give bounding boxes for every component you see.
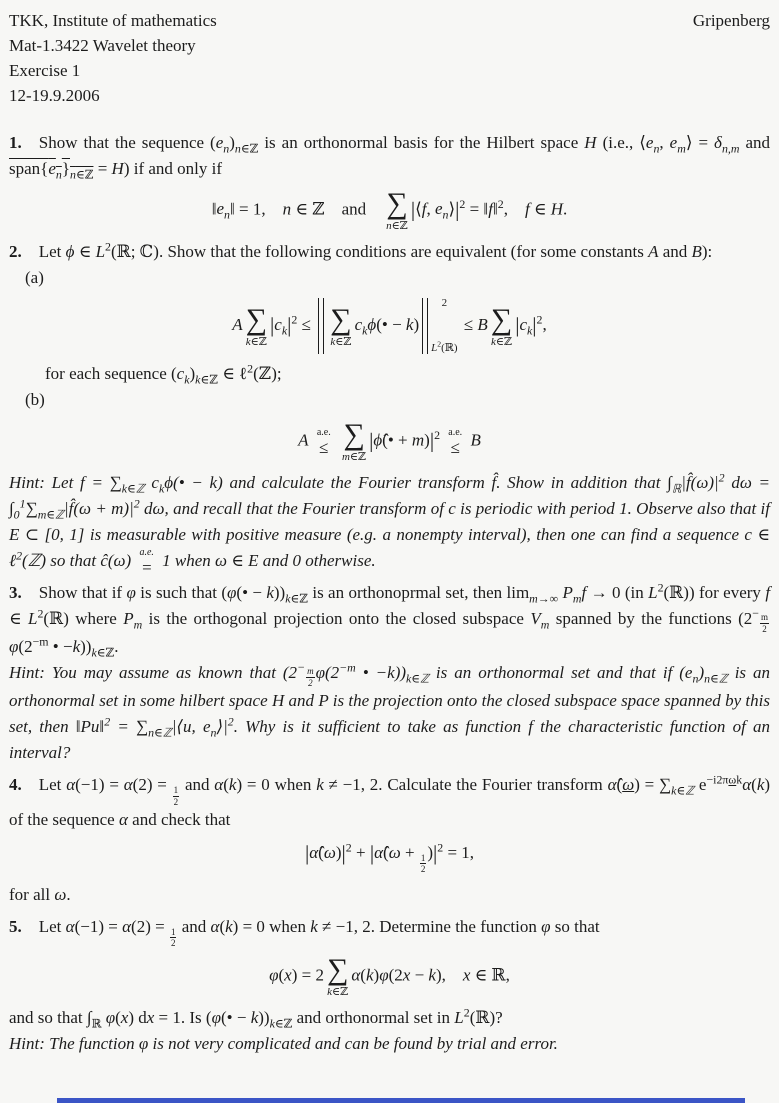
problem-2-hint: Hint: Let $f = \sum_{k\in ℤ}$ $c_k\phi(• - k)$ and calculate the Fourier transform f̂. Show in addition that $\int_ℝ|f̂(\omega)|^2$ $d\omega = \int_0^1\sum_{m\in ℤ}|f̂(\omega + m)|^2$ dω, and recall that the Fourier transform of c is periodic with period 1. Observe also that if E ⊂ [0, 1] is measurable with positive measure (e.g. a nonempty interval), then one can find a sequence c ∈ ℓ$^2$(ℤ) so that ĉ(ω) a.e. = 1 when ω ∈ E and 0 otherwise. <box>9 470 771 578</box>
problem-2-label-b: (b) <box>25 390 45 409</box>
problem-2-for-each: for each sequence $(c_k)_{k\in ℤ}$ ∈ ℓ$^2$(ℤ); <box>45 361 282 387</box>
header-left <box>9 8 217 108</box>
problem-1-equation: $‖e_n‖ = 1$, n ∈ ℤ and ∑ n∈ℤ |⟨f, $e_n⟩|^2$ = ‖f‖$^2$, f ∈ H. <box>211 187 568 232</box>
header-course: Mat-1.3422 Wavelet theory <box>9 36 196 55</box>
problem-4-outro: for all ω. <box>9 884 71 904</box>
header <box>9 8 770 108</box>
problem-5-hint: Hint: The function φ is not very complicated and can be found by trial and error. <box>9 1034 558 1054</box>
problem-4 <box>9 772 770 907</box>
header-exercise: Exercise 1 <box>9 61 81 80</box>
problem-4-text: 4. Let α(−1) = α(2) = $\frac{1}{2}$ and α(k) = 0 when k ≠ −1, 2. Calculate the Fourier transform α̂(ω) = $\sum_{k\in ℤ}$ $e^{-i2\pi\omega k}\alpha(k)$ of the sequence α and check that <box>9 772 771 829</box>
problem-1-text: 1. Show that the sequence $(e_n)_{n\in ℤ}$ is an orthonormal basis for the Hilbert space H (i.e., $⟨e_n$, $e_m⟩ = \delta_{n,m}$ and $span\{e_n\}_{n\in ℤ} = H$) if and only if <box>9 133 771 182</box>
problem-5-equation: φ(x) = 2 ∑ k∈ℤ α(k)φ(2x − k), x ∈ ℝ, <box>269 953 510 999</box>
problem-2-equation-b: A a.e. ≤ ∑ m∈ℤ |ϕ̂(• + $m)|^2$ a.e. ≤ B <box>298 418 481 463</box>
problem-2-text: 2. Let ϕ ∈ $L^2(ℝ$; ℂ). Show that the following conditions are equivalent (for some constants A and B): <box>9 239 713 261</box>
problem-4-equation: $|\alphâ(\omega)|^2$ + |α̂(ω + $\frac{1}{2}$ )$|^2 = 1$, <box>304 840 475 875</box>
problem-1 <box>9 130 770 232</box>
problem-5-line2: and so that $\int_ℝ$ φ(x) dx = 1. Is (φ(• − $k))_{k\in ℤ}$ and orthonormal set in $L^2(ℝ)$? <box>9 1005 503 1031</box>
problem-3 <box>9 580 770 766</box>
header-author: Gripenberg <box>692 11 770 30</box>
problem-2 <box>9 239 770 576</box>
bottom-accent-bar <box>57 1098 745 1103</box>
problem-5 <box>9 914 770 1058</box>
problem-2-equation-a: A ∑ k∈ℤ $|c_k|^2$ ≤ ∑ k∈ℤ $c_k\phi(• - k)$ 2 $L^2(ℝ)$ ≤ B ∑ k∈ℤ $|c_k|^2$, <box>232 297 547 354</box>
header-date: 12-19.9.2006 <box>9 86 100 105</box>
problem-2-label-a: (a) <box>25 268 44 287</box>
problem-3-hint: Hint: You may assume as known that ($2^{- \frac{m}{2}}$ $\varphi(2^{-m}$ • $-k))_{k\in ℤ}$ is an orthonormal set and that if $(e_n)_{n\in ℤ}$ is an orthonormal set in some hilbert space H and P is the projection onto the closed subspace space spanned by this set, then ‖Pu‖$^2$ = $\sum_{n\in ℤ}|⟨u$, $e_n⟩|^2$. Why is it sufficient to take as function f the characteristic function of an interval? <box>9 660 770 763</box>
header-institute: TKK, Institute of mathematics <box>9 11 217 30</box>
problem-3-text: 3. Show that if φ is such that (φ(• − $k))_{k\in ℤ}$ is an orthonoprmal set, then $\lim_{m\to\infty} P_mf \to 0$ (in $L^2(ℝ)$) for every f ∈ $L^2(ℝ)$ where $P_m$ is the orthogonal projection onto the closed subspace $V_m$ spanned by the functions ($2^{- \frac{m}{2}}$ $\varphi(2^{-m}$ • $-k))_{k\in ℤ}$. <box>9 580 771 660</box>
problem-5-text: 5. Let α(−1) = α(2) = $\frac{1}{2}$ and α(k) = 0 when k ≠ −1, 2. Determine the function φ so that <box>9 916 600 948</box>
